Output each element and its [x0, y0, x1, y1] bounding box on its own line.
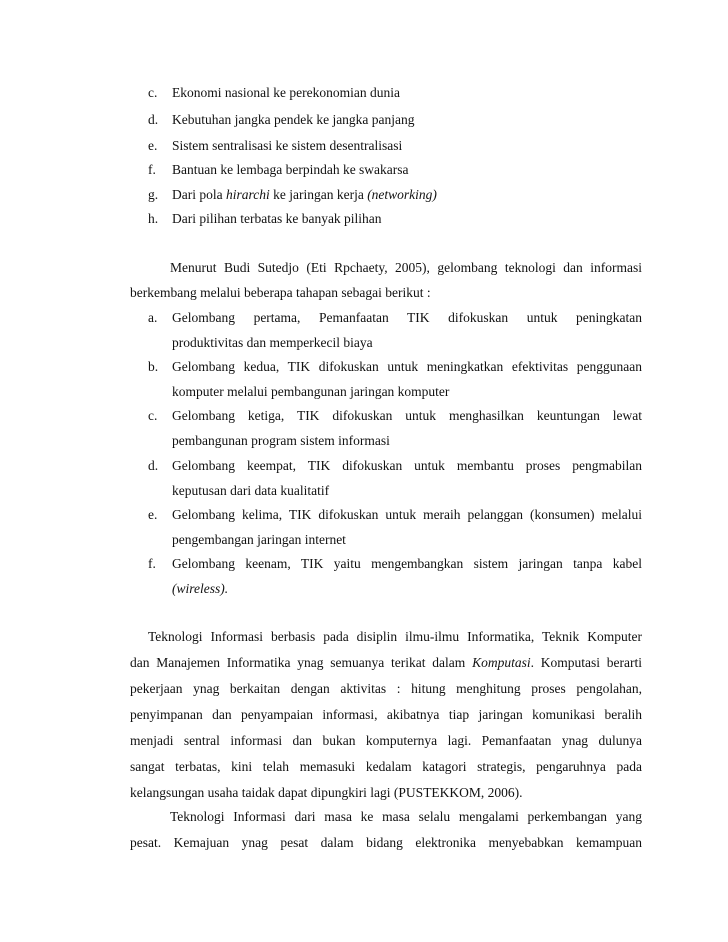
list-marker: g.: [148, 187, 159, 202]
paragraph-text: pesat. Kemajuan ynag pesat dalam bidang elektronika menyebabkan kemampuan: [130, 835, 642, 850]
list-text-italic: hirarchi: [225, 187, 270, 202]
list-text: Gelombang kelima, TIK difokuskan untuk meraih pelanggan (konsumen) melalui: [172, 507, 642, 522]
list-marker: f.: [148, 556, 156, 571]
list-item: [148, 186, 644, 204]
list-text: Bantuan ke lembaga berpindah ke swakarsa: [172, 162, 409, 177]
paragraph-line: [130, 834, 642, 852]
list-item: [148, 210, 644, 228]
list-item: [148, 161, 644, 179]
list-item-line: [172, 432, 642, 450]
paragraph-text-italic: Komputasi: [472, 655, 531, 670]
paragraph-text: Teknologi Informasi berbasis pada disiplin ilmu-ilmu Informatika, Teknik Komputer: [148, 629, 642, 644]
paragraph-text: pekerjaan ynag berkaitan dengan aktivitas : hitung menghitung proses pengolahan,: [130, 681, 642, 696]
list-marker: h.: [148, 211, 159, 226]
list-marker: f.: [148, 162, 156, 177]
list-text: Gelombang ketiga, TIK difokuskan untuk menghasilkan keuntungan lewat: [172, 408, 642, 423]
list-item-line: [172, 482, 642, 500]
list-text-italic: (wireless).: [172, 581, 229, 596]
list-text: Ekonomi nasional ke perekonomian dunia: [172, 85, 400, 100]
paragraph-text: kelangsungan usaha taidak dapat dipungkiri lagi (PUSTEKKOM, 2006).: [130, 785, 523, 800]
list-text: pembangunan program sistem informasi: [172, 433, 390, 448]
list-text: Dari pola: [172, 187, 226, 202]
paragraph-text: penyimpanan dan penyampaian informasi, akibatnya tiap jaringan komunikasi beralih: [130, 707, 642, 722]
paragraph-text: Teknologi Informasi dari masa ke masa selalu mengalami perkembangan yang: [170, 809, 642, 824]
list-text: komputer melalui pembangunan jaringan komputer: [172, 384, 450, 399]
list-text-italic: (networking): [367, 187, 437, 202]
list-marker: e.: [148, 138, 158, 153]
list-marker: b.: [148, 359, 159, 374]
paragraph-text: sangat terbatas, kini telah memasuki kedalam katagori strategis, pengaruhnya pada: [130, 759, 642, 774]
paragraph-line: [130, 758, 642, 776]
list-marker: d.: [148, 458, 159, 473]
list-text: Gelombang pertama, Pemanfaatan TIK difokuskan untuk peningkatan: [172, 310, 642, 325]
list-text: Gelombang keempat, TIK difokuskan untuk membantu proses pengmabilan: [172, 458, 642, 473]
list-item: [148, 111, 644, 129]
list-item-line: [172, 555, 642, 573]
paragraph-text: dan Manajemen Informatika ynag semuanya terikat dalam Komputasi. Komputasi berarti: [130, 655, 642, 670]
list-text: Kebutuhan jangka pendek ke jangka panjang: [172, 112, 415, 127]
list-item-line: [172, 383, 642, 401]
paragraph-line: [170, 259, 642, 277]
list-item-line: [172, 457, 642, 475]
list-marker: c.: [148, 408, 158, 423]
paragraph-text: menjadi sentral informasi dan bukan komputernya lagi. Pemanfaatan ynag dulunya: [130, 733, 642, 748]
list-item-line: [172, 358, 642, 376]
list-text: Gelombang keenam, TIK yaitu mengembangkan sistem jaringan tanpa kabel: [172, 556, 642, 571]
list-marker: a.: [148, 310, 158, 325]
list-text: Sistem sentralisasi ke sistem desentralisasi: [172, 138, 403, 153]
list-marker: c.: [148, 85, 158, 100]
paragraph-line: [130, 284, 642, 302]
paragraph-text: Menurut Budi Sutedjo (Eti Rpchaety, 2005), gelombang teknologi dan informasi: [170, 260, 642, 275]
list-text: ke jaringan kerja: [269, 187, 368, 202]
list-item-line: [172, 531, 642, 549]
list-item: [148, 84, 644, 102]
paragraph-line: [170, 808, 642, 826]
paragraph-line: [130, 680, 642, 698]
list-item-line: [172, 580, 642, 598]
list-text: keputusan dari data kualitatif: [172, 483, 330, 498]
list-item-line: [172, 334, 642, 352]
paragraph-line: [130, 654, 642, 672]
paragraph-line: [130, 706, 642, 724]
list-item-line: [172, 407, 642, 425]
paragraph-line: [148, 628, 642, 646]
paragraph-line: [130, 732, 642, 750]
list-text: pengembangan jaringan internet: [172, 532, 346, 547]
list-text: produktivitas dan memperkecil biaya: [172, 335, 373, 350]
paragraph-text: berkembang melalui beberapa tahapan sebagai berikut :: [130, 285, 431, 300]
paragraph-line: [130, 784, 642, 802]
list-text: Dari pilihan terbatas ke banyak pilihan: [172, 211, 382, 226]
list-text: Gelombang kedua, TIK difokuskan untuk meningkatkan efektivitas penggunaan: [172, 359, 642, 374]
list-marker: d.: [148, 112, 159, 127]
list-item-line: [172, 309, 642, 327]
list-item: [148, 137, 644, 155]
list-marker: e.: [148, 507, 158, 522]
list-item-line: [172, 506, 642, 524]
